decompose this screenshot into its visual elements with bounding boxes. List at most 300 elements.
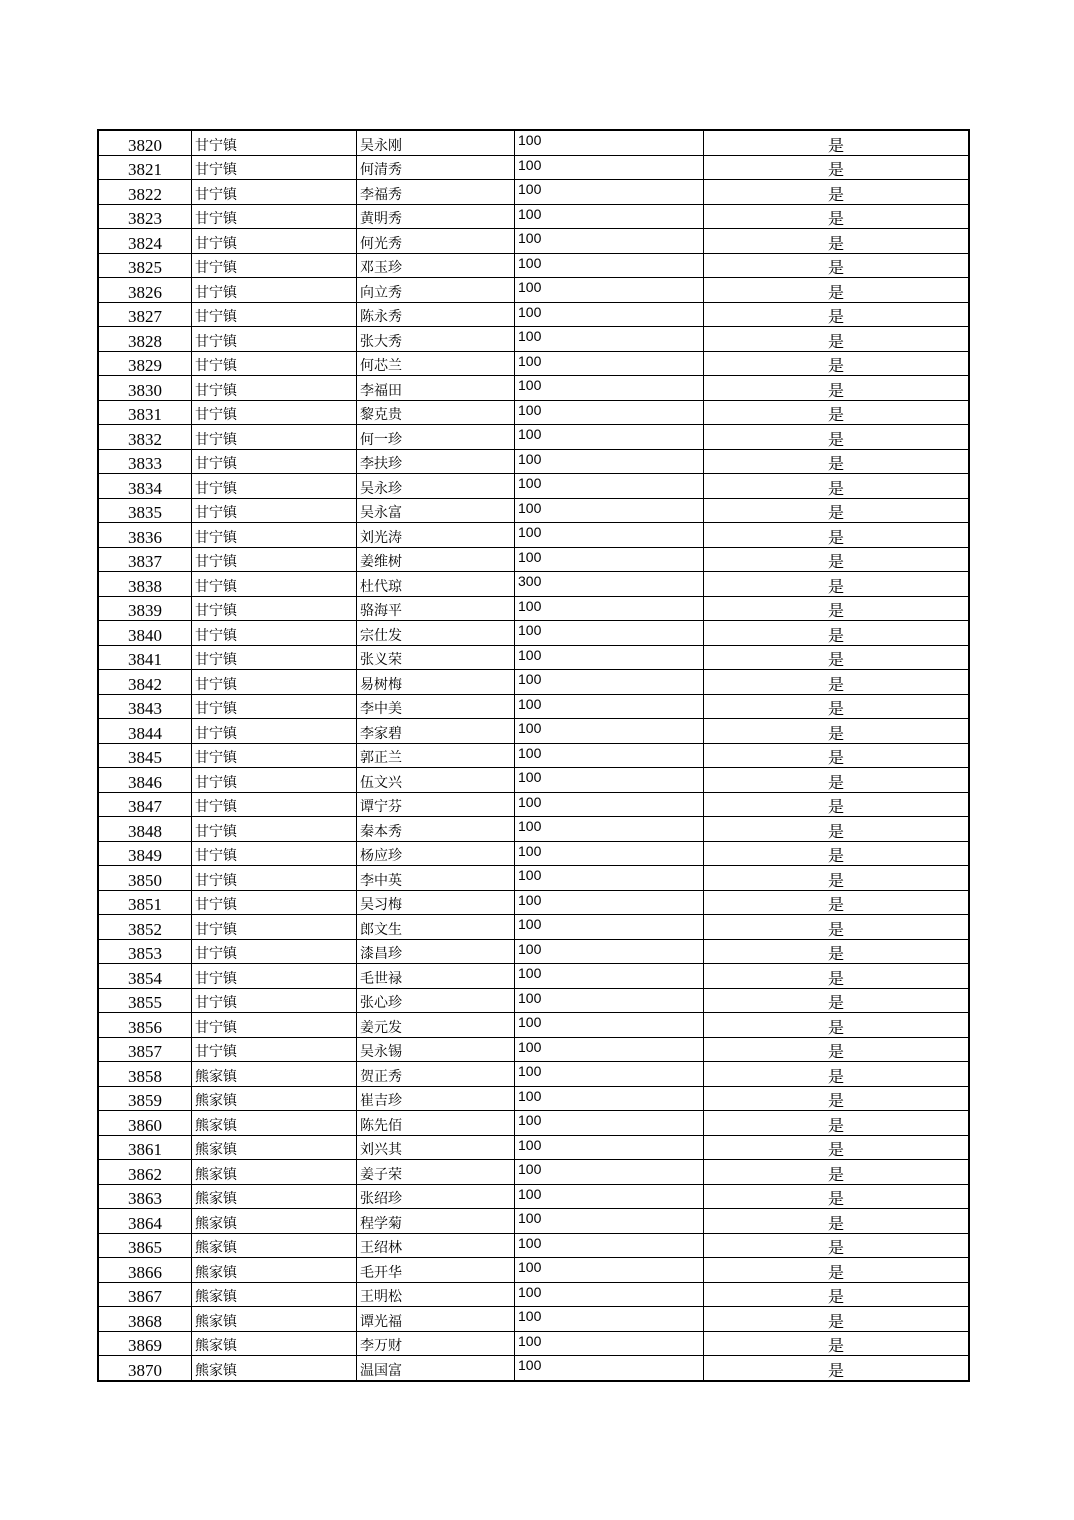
town-cell: 甘宁镇 — [192, 130, 357, 155]
table-row — [98, 204, 969, 229]
person-name-cell: 骆海平 — [357, 596, 515, 621]
person-name-cell: 张绍珍 — [357, 1184, 515, 1209]
table-row — [98, 719, 969, 744]
table-row — [98, 915, 969, 940]
table-row — [98, 1307, 969, 1332]
amount-cell: 100 — [515, 694, 704, 719]
town-cell: 甘宁镇 — [192, 204, 357, 229]
table-row — [98, 229, 969, 254]
status-flag-cell: 是 — [704, 1258, 970, 1283]
town-cell: 甘宁镇 — [192, 474, 357, 499]
serial-number-cell: 3828 — [98, 327, 192, 352]
status-flag-cell: 是 — [704, 180, 970, 205]
town-cell: 甘宁镇 — [192, 841, 357, 866]
serial-number-cell: 3847 — [98, 792, 192, 817]
serial-number-cell: 3821 — [98, 155, 192, 180]
amount-cell: 100 — [515, 1111, 704, 1136]
status-flag-cell: 是 — [704, 130, 970, 155]
amount-cell: 100 — [515, 1135, 704, 1160]
amount-cell: 100 — [515, 866, 704, 891]
status-flag-cell: 是 — [704, 694, 970, 719]
table-row — [98, 1233, 969, 1258]
status-flag-cell: 是 — [704, 1356, 970, 1381]
table-row — [98, 988, 969, 1013]
person-name-cell: 李中英 — [357, 866, 515, 891]
serial-number-cell: 3869 — [98, 1331, 192, 1356]
amount-cell: 100 — [515, 547, 704, 572]
table-row — [98, 1111, 969, 1136]
amount-cell: 100 — [515, 645, 704, 670]
person-name-cell: 刘光涛 — [357, 523, 515, 548]
amount-cell: 300 — [515, 572, 704, 597]
town-cell: 熊家镇 — [192, 1307, 357, 1332]
person-name-cell: 何一珍 — [357, 425, 515, 450]
table-row — [98, 841, 969, 866]
serial-number-cell: 3861 — [98, 1135, 192, 1160]
table-row — [98, 1331, 969, 1356]
person-name-cell: 郭正兰 — [357, 743, 515, 768]
status-flag-cell: 是 — [704, 719, 970, 744]
person-name-cell: 何清秀 — [357, 155, 515, 180]
town-cell: 甘宁镇 — [192, 915, 357, 940]
status-flag-cell: 是 — [704, 1331, 970, 1356]
person-name-cell: 向立秀 — [357, 278, 515, 303]
status-flag-cell: 是 — [704, 1013, 970, 1038]
town-cell: 熊家镇 — [192, 1184, 357, 1209]
serial-number-cell: 3830 — [98, 376, 192, 401]
person-name-cell: 张心珍 — [357, 988, 515, 1013]
person-name-cell: 伍文兴 — [357, 768, 515, 793]
amount-cell: 100 — [515, 155, 704, 180]
person-name-cell: 谭光福 — [357, 1307, 515, 1332]
town-cell: 熊家镇 — [192, 1356, 357, 1381]
serial-number-cell: 3846 — [98, 768, 192, 793]
person-name-cell: 刘兴其 — [357, 1135, 515, 1160]
status-flag-cell: 是 — [704, 547, 970, 572]
amount-cell: 100 — [515, 1282, 704, 1307]
amount-cell: 100 — [515, 449, 704, 474]
amount-cell: 100 — [515, 204, 704, 229]
town-cell: 甘宁镇 — [192, 229, 357, 254]
status-flag-cell: 是 — [704, 253, 970, 278]
town-cell: 甘宁镇 — [192, 498, 357, 523]
person-name-cell: 吴永刚 — [357, 130, 515, 155]
person-name-cell: 杜代琼 — [357, 572, 515, 597]
town-cell: 甘宁镇 — [192, 768, 357, 793]
town-cell: 甘宁镇 — [192, 425, 357, 450]
serial-number-cell: 3838 — [98, 572, 192, 597]
town-cell: 熊家镇 — [192, 1111, 357, 1136]
amount-cell: 100 — [515, 278, 704, 303]
amount-cell: 100 — [515, 1160, 704, 1185]
amount-cell: 100 — [515, 253, 704, 278]
town-cell: 甘宁镇 — [192, 964, 357, 989]
town-cell: 熊家镇 — [192, 1062, 357, 1087]
table-row — [98, 645, 969, 670]
table-row — [98, 694, 969, 719]
town-cell: 甘宁镇 — [192, 939, 357, 964]
town-cell: 熊家镇 — [192, 1331, 357, 1356]
table-row — [98, 130, 969, 155]
table-row — [98, 400, 969, 425]
person-name-cell: 杨应珍 — [357, 841, 515, 866]
person-name-cell: 黎克贵 — [357, 400, 515, 425]
person-name-cell: 吴永锡 — [357, 1037, 515, 1062]
serial-number-cell: 3842 — [98, 670, 192, 695]
table-row — [98, 302, 969, 327]
table-row — [98, 670, 969, 695]
town-cell: 熊家镇 — [192, 1135, 357, 1160]
serial-number-cell: 3835 — [98, 498, 192, 523]
serial-number-cell: 3855 — [98, 988, 192, 1013]
town-cell: 甘宁镇 — [192, 1037, 357, 1062]
amount-cell: 100 — [515, 1258, 704, 1283]
serial-number-cell: 3832 — [98, 425, 192, 450]
town-cell: 熊家镇 — [192, 1282, 357, 1307]
serial-number-cell: 3859 — [98, 1086, 192, 1111]
serial-number-cell: 3848 — [98, 817, 192, 842]
table-row — [98, 498, 969, 523]
table-row — [98, 376, 969, 401]
serial-number-cell: 3843 — [98, 694, 192, 719]
status-flag-cell: 是 — [704, 376, 970, 401]
status-flag-cell: 是 — [704, 1209, 970, 1234]
status-flag-cell: 是 — [704, 351, 970, 376]
person-name-cell: 李家碧 — [357, 719, 515, 744]
person-name-cell: 毛世禄 — [357, 964, 515, 989]
amount-cell: 100 — [515, 719, 704, 744]
table-row — [98, 890, 969, 915]
town-cell: 甘宁镇 — [192, 449, 357, 474]
amount-cell: 100 — [515, 523, 704, 548]
amount-cell: 100 — [515, 498, 704, 523]
table-row — [98, 768, 969, 793]
serial-number-cell: 3840 — [98, 621, 192, 646]
status-flag-cell: 是 — [704, 768, 970, 793]
status-flag-cell: 是 — [704, 1282, 970, 1307]
status-flag-cell: 是 — [704, 1135, 970, 1160]
status-flag-cell: 是 — [704, 572, 970, 597]
table-row — [98, 474, 969, 499]
town-cell: 甘宁镇 — [192, 719, 357, 744]
town-cell: 甘宁镇 — [192, 596, 357, 621]
person-name-cell: 王绍林 — [357, 1233, 515, 1258]
table-row — [98, 1062, 969, 1087]
table-row — [98, 351, 969, 376]
amount-cell: 100 — [515, 915, 704, 940]
status-flag-cell: 是 — [704, 302, 970, 327]
amount-cell: 100 — [515, 939, 704, 964]
person-name-cell: 漆昌珍 — [357, 939, 515, 964]
status-flag-cell: 是 — [704, 743, 970, 768]
status-flag-cell: 是 — [704, 449, 970, 474]
amount-cell: 100 — [515, 890, 704, 915]
person-name-cell: 陈先佰 — [357, 1111, 515, 1136]
serial-number-cell: 3837 — [98, 547, 192, 572]
town-cell: 甘宁镇 — [192, 670, 357, 695]
person-name-cell: 王明松 — [357, 1282, 515, 1307]
serial-number-cell: 3825 — [98, 253, 192, 278]
amount-cell: 100 — [515, 130, 704, 155]
status-flag-cell: 是 — [704, 890, 970, 915]
serial-number-cell: 3853 — [98, 939, 192, 964]
table-row — [98, 792, 969, 817]
table-row — [98, 1086, 969, 1111]
amount-cell: 100 — [515, 180, 704, 205]
serial-number-cell: 3860 — [98, 1111, 192, 1136]
town-cell: 甘宁镇 — [192, 180, 357, 205]
status-flag-cell: 是 — [704, 327, 970, 352]
serial-number-cell: 3834 — [98, 474, 192, 499]
town-cell: 甘宁镇 — [192, 1013, 357, 1038]
status-flag-cell: 是 — [704, 400, 970, 425]
table-row — [98, 1013, 969, 1038]
table-row — [98, 866, 969, 891]
town-cell: 甘宁镇 — [192, 621, 357, 646]
person-name-cell: 张义荣 — [357, 645, 515, 670]
amount-cell: 100 — [515, 1062, 704, 1087]
status-flag-cell: 是 — [704, 645, 970, 670]
status-flag-cell: 是 — [704, 425, 970, 450]
status-flag-cell: 是 — [704, 1160, 970, 1185]
amount-cell: 100 — [515, 1037, 704, 1062]
status-flag-cell: 是 — [704, 474, 970, 499]
table-row — [98, 155, 969, 180]
table-row — [98, 1135, 969, 1160]
person-name-cell: 谭宁芬 — [357, 792, 515, 817]
town-cell: 甘宁镇 — [192, 376, 357, 401]
serial-number-cell: 3864 — [98, 1209, 192, 1234]
person-name-cell: 何芯兰 — [357, 351, 515, 376]
status-flag-cell: 是 — [704, 1307, 970, 1332]
person-name-cell: 张大秀 — [357, 327, 515, 352]
serial-number-cell: 3868 — [98, 1307, 192, 1332]
status-flag-cell: 是 — [704, 1184, 970, 1209]
serial-number-cell: 3826 — [98, 278, 192, 303]
serial-number-cell: 3823 — [98, 204, 192, 229]
town-cell: 甘宁镇 — [192, 351, 357, 376]
amount-cell: 100 — [515, 302, 704, 327]
status-flag-cell: 是 — [704, 155, 970, 180]
person-name-cell: 姜子荣 — [357, 1160, 515, 1185]
table-row — [98, 1160, 969, 1185]
town-cell: 甘宁镇 — [192, 523, 357, 548]
table-body — [98, 130, 969, 1381]
town-cell: 熊家镇 — [192, 1209, 357, 1234]
table-row — [98, 449, 969, 474]
serial-number-cell: 3870 — [98, 1356, 192, 1381]
amount-cell: 100 — [515, 474, 704, 499]
table-row — [98, 817, 969, 842]
person-name-cell: 吴永珍 — [357, 474, 515, 499]
table-row — [98, 180, 969, 205]
amount-cell: 100 — [515, 1013, 704, 1038]
amount-cell: 100 — [515, 351, 704, 376]
table-row — [98, 964, 969, 989]
town-cell: 甘宁镇 — [192, 645, 357, 670]
table-row — [98, 572, 969, 597]
person-name-cell: 程学菊 — [357, 1209, 515, 1234]
serial-number-cell: 3862 — [98, 1160, 192, 1185]
table-row — [98, 1184, 969, 1209]
status-flag-cell: 是 — [704, 523, 970, 548]
status-flag-cell: 是 — [704, 841, 970, 866]
town-cell: 甘宁镇 — [192, 817, 357, 842]
amount-cell: 100 — [515, 988, 704, 1013]
status-flag-cell: 是 — [704, 866, 970, 891]
amount-cell: 100 — [515, 743, 704, 768]
person-name-cell: 吴永富 — [357, 498, 515, 523]
table-row — [98, 939, 969, 964]
status-flag-cell: 是 — [704, 988, 970, 1013]
town-cell: 熊家镇 — [192, 1233, 357, 1258]
serial-number-cell: 3820 — [98, 130, 192, 155]
table-row — [98, 743, 969, 768]
serial-number-cell: 3833 — [98, 449, 192, 474]
person-name-cell: 吴习梅 — [357, 890, 515, 915]
status-flag-cell: 是 — [704, 939, 970, 964]
status-flag-cell: 是 — [704, 670, 970, 695]
amount-cell: 100 — [515, 964, 704, 989]
table-row — [98, 278, 969, 303]
serial-number-cell: 3831 — [98, 400, 192, 425]
table-row — [98, 523, 969, 548]
serial-number-cell: 3829 — [98, 351, 192, 376]
town-cell: 甘宁镇 — [192, 253, 357, 278]
serial-number-cell: 3839 — [98, 596, 192, 621]
serial-number-cell: 3856 — [98, 1013, 192, 1038]
person-name-cell: 邓玉珍 — [357, 253, 515, 278]
person-name-cell: 贺正秀 — [357, 1062, 515, 1087]
amount-cell: 100 — [515, 1331, 704, 1356]
status-flag-cell: 是 — [704, 1037, 970, 1062]
table-row — [98, 596, 969, 621]
status-flag-cell: 是 — [704, 1062, 970, 1087]
person-name-cell: 温国富 — [357, 1356, 515, 1381]
status-flag-cell: 是 — [704, 1233, 970, 1258]
person-name-cell: 黄明秀 — [357, 204, 515, 229]
serial-number-cell: 3865 — [98, 1233, 192, 1258]
status-flag-cell: 是 — [704, 964, 970, 989]
town-cell: 甘宁镇 — [192, 572, 357, 597]
serial-number-cell: 3849 — [98, 841, 192, 866]
town-cell: 甘宁镇 — [192, 155, 357, 180]
table-row — [98, 1356, 969, 1381]
table-row — [98, 327, 969, 352]
status-flag-cell: 是 — [704, 229, 970, 254]
town-cell: 甘宁镇 — [192, 278, 357, 303]
town-cell: 甘宁镇 — [192, 694, 357, 719]
town-cell: 甘宁镇 — [192, 302, 357, 327]
status-flag-cell: 是 — [704, 1111, 970, 1136]
town-cell: 熊家镇 — [192, 1086, 357, 1111]
amount-cell: 100 — [515, 425, 704, 450]
status-flag-cell: 是 — [704, 817, 970, 842]
amount-cell: 100 — [515, 670, 704, 695]
town-cell: 甘宁镇 — [192, 327, 357, 352]
serial-number-cell: 3858 — [98, 1062, 192, 1087]
serial-number-cell: 3854 — [98, 964, 192, 989]
amount-cell: 100 — [515, 1307, 704, 1332]
table-row — [98, 1258, 969, 1283]
serial-number-cell: 3867 — [98, 1282, 192, 1307]
amount-cell: 100 — [515, 1209, 704, 1234]
town-cell: 甘宁镇 — [192, 866, 357, 891]
town-cell: 熊家镇 — [192, 1258, 357, 1283]
person-name-cell: 毛开华 — [357, 1258, 515, 1283]
serial-number-cell: 3851 — [98, 890, 192, 915]
amount-cell: 100 — [515, 376, 704, 401]
table-row — [98, 425, 969, 450]
serial-number-cell: 3850 — [98, 866, 192, 891]
serial-number-cell: 3836 — [98, 523, 192, 548]
table-row — [98, 253, 969, 278]
status-flag-cell: 是 — [704, 596, 970, 621]
town-cell: 甘宁镇 — [192, 792, 357, 817]
amount-cell: 100 — [515, 792, 704, 817]
person-name-cell: 郎文生 — [357, 915, 515, 940]
status-flag-cell: 是 — [704, 278, 970, 303]
person-name-cell: 崔吉珍 — [357, 1086, 515, 1111]
person-name-cell: 李扶珍 — [357, 449, 515, 474]
serial-number-cell: 3824 — [98, 229, 192, 254]
amount-cell: 100 — [515, 596, 704, 621]
amount-cell: 100 — [515, 1233, 704, 1258]
amount-cell: 100 — [515, 817, 704, 842]
person-name-cell: 秦本秀 — [357, 817, 515, 842]
serial-number-cell: 3841 — [98, 645, 192, 670]
amount-cell: 100 — [515, 1184, 704, 1209]
serial-number-cell: 3852 — [98, 915, 192, 940]
status-flag-cell: 是 — [704, 1086, 970, 1111]
serial-number-cell: 3866 — [98, 1258, 192, 1283]
serial-number-cell: 3844 — [98, 719, 192, 744]
person-name-cell: 易树梅 — [357, 670, 515, 695]
serial-number-cell: 3863 — [98, 1184, 192, 1209]
status-flag-cell: 是 — [704, 498, 970, 523]
status-flag-cell: 是 — [704, 621, 970, 646]
person-name-cell: 姜元发 — [357, 1013, 515, 1038]
table-row — [98, 1282, 969, 1307]
amount-cell: 100 — [515, 327, 704, 352]
town-cell: 甘宁镇 — [192, 890, 357, 915]
town-cell: 甘宁镇 — [192, 743, 357, 768]
amount-cell: 100 — [515, 1086, 704, 1111]
serial-number-cell: 3827 — [98, 302, 192, 327]
person-name-cell: 李万财 — [357, 1331, 515, 1356]
amount-cell: 100 — [515, 768, 704, 793]
amount-cell: 100 — [515, 841, 704, 866]
amount-cell: 100 — [515, 621, 704, 646]
table-row — [98, 547, 969, 572]
person-name-cell: 陈永秀 — [357, 302, 515, 327]
town-cell: 熊家镇 — [192, 1160, 357, 1185]
status-flag-cell: 是 — [704, 792, 970, 817]
town-cell: 甘宁镇 — [192, 547, 357, 572]
person-name-cell: 姜维树 — [357, 547, 515, 572]
status-flag-cell: 是 — [704, 204, 970, 229]
person-name-cell: 李福秀 — [357, 180, 515, 205]
serial-number-cell: 3857 — [98, 1037, 192, 1062]
serial-number-cell: 3845 — [98, 743, 192, 768]
data-table — [97, 129, 970, 1382]
serial-number-cell: 3822 — [98, 180, 192, 205]
amount-cell: 100 — [515, 400, 704, 425]
amount-cell: 100 — [515, 229, 704, 254]
status-flag-cell: 是 — [704, 915, 970, 940]
person-name-cell: 李中美 — [357, 694, 515, 719]
person-name-cell: 李福田 — [357, 376, 515, 401]
